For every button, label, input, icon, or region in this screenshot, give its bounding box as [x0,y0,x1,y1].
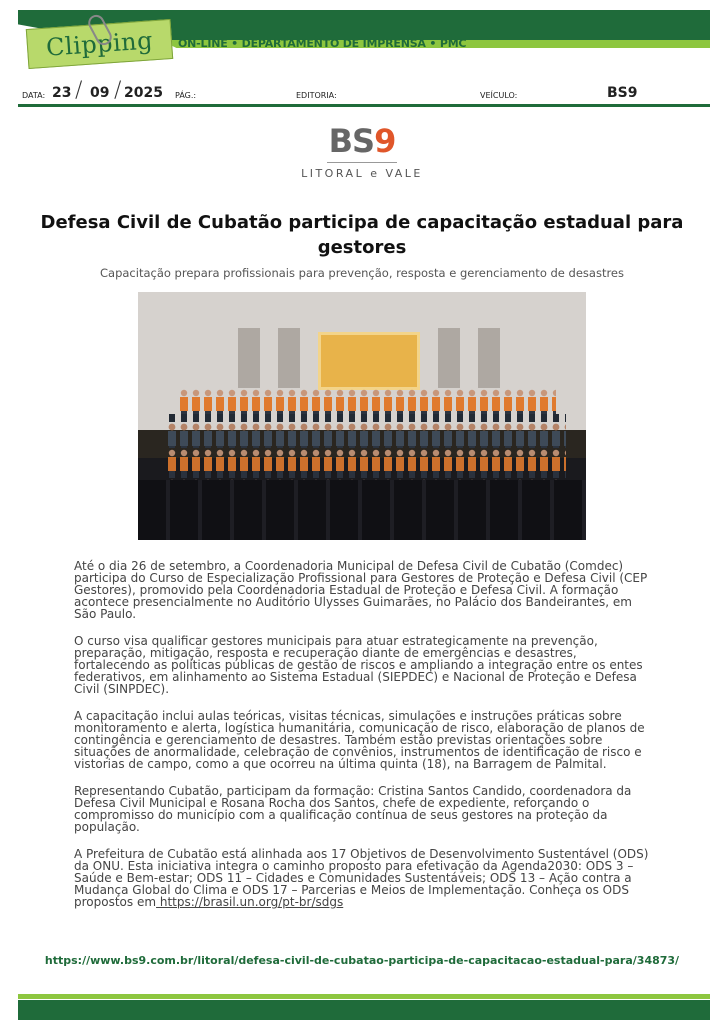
paragraph: Até o dia 26 de setembro, a Coordenadoria Municipal de Defesa Civil de Cubatão (Comdec) participa do Curso de Especialização Profissional para Gestores de Proteção e Defesa Civil (CEP Gestores), promovido pela Coordenadoria Estadual de Proteção e Defesa Civil. A formação acontece presencialmente no Auditório Ulysses Guimarães, no Palácio dos Bandeirantes, em São Paulo. [74,559,648,621]
photo-group-of-people [166,388,566,480]
paragraph: O curso visa qualificar gestores municipais para atuar estrategicamente na prevenção, preparação, mitigação, resposta e recuperação diante de emergências e desastres, fortalecendo as políticas públicas de gestão de riscos e ampliando a integração entre os entes federativos, em alinhamento ao Sistema Estadual (SIEPDEC) e Nacional de Proteção e Defesa Civil (SINPDEC). [74,634,643,696]
editoria-label: EDITORIA: [296,91,337,100]
photo-projection-screen [318,332,420,390]
paragraph: A capacitação inclui aulas teóricas, visitas técnicas, simulações e instruções práticas sobre monitoramento e alerta, logística humanitária, comunicação de risco, elaboração de planos de contingência e gerenciamento de desastres. Também estão previstas orientações sobre situações de anormalidade, celebração de convênios, instrumentos de identificação de risco e vistorias de campo, como a que ocorreu na última quinta (18), na Barragem de Palmital. [74,709,645,771]
veiculo-label: VEÍCULO: [480,91,518,100]
footer-light-band [18,994,710,999]
data-label: DATA: [22,91,46,100]
date-year: 2025 [124,85,163,101]
veiculo-value: BS9 [607,85,638,101]
clipping-text: Clipping [45,26,154,62]
article-subtitle: Capacitação prepara profissionais para prevenção, resposta e gerenciamento de desastres [100,266,624,280]
ods-link[interactable]: https://brasil.un.org/pt-br/sdgs [156,895,344,909]
footer-dark-band [18,1000,710,1020]
meta-row [22,78,710,103]
date-month: 09 [90,85,110,101]
photo-window [438,328,460,388]
photo-window [238,328,260,388]
paragraph-ods: A Prefeitura de Cubatão está alinhada aos 17 Objetivos de Desenvolvimento Sustentável (ODS) da ONU. Esta iniciativa integra o caminho proposto para efetivação da Agenda2030: ODS 3 – Saúde e Bem-estar; ODS 11 – Cidades e Comunidades Sustentáveis; ODS 13 – Ação contra a Mudança Global do Clima e ODS 17 – Parcerias e Meios de Implementação. Conheça os ODS propostos em https://brasil.un.org/pt-br/sdgs [74,847,649,909]
pag-label: PÁG.: [175,91,197,100]
photo-seats [138,480,586,540]
paragraph: Representando Cubatão, participam da formação: Cristina Santos Candido, coordenadora da Defesa Civil Municipal e Rosana Rocha dos Santos, chefe de expediente, reforçando o compromisso do município com a qualificação contínua de seus gestores na proteção da população. [74,784,632,834]
photo-window [278,328,300,388]
article-body [74,560,654,923]
article-photo [138,292,586,540]
header-subtitle: ON-LINE • DEPARTAMENTO DE IMPRENSA • PMC [178,37,467,50]
bs9-logo [0,122,724,180]
meta-divider [18,104,710,107]
logo-subtitle: LITORAL e VALE [301,167,423,180]
source-url[interactable]: https://www.bs9.com.br/litoral/defesa-civil-de-cubatao-participa-de-capacitacao-estadual-para/34873/ [44,954,680,967]
logo-rule [327,162,397,163]
photo-window [478,328,500,388]
date-separator: / [75,78,83,103]
article-title: Defesa Civil de Cubatão participa de capacitação estadual para gestores [40,212,684,258]
date-separator: / [114,78,122,103]
date-day: 23 [52,85,72,101]
logo-mark: BS9 [328,122,396,160]
